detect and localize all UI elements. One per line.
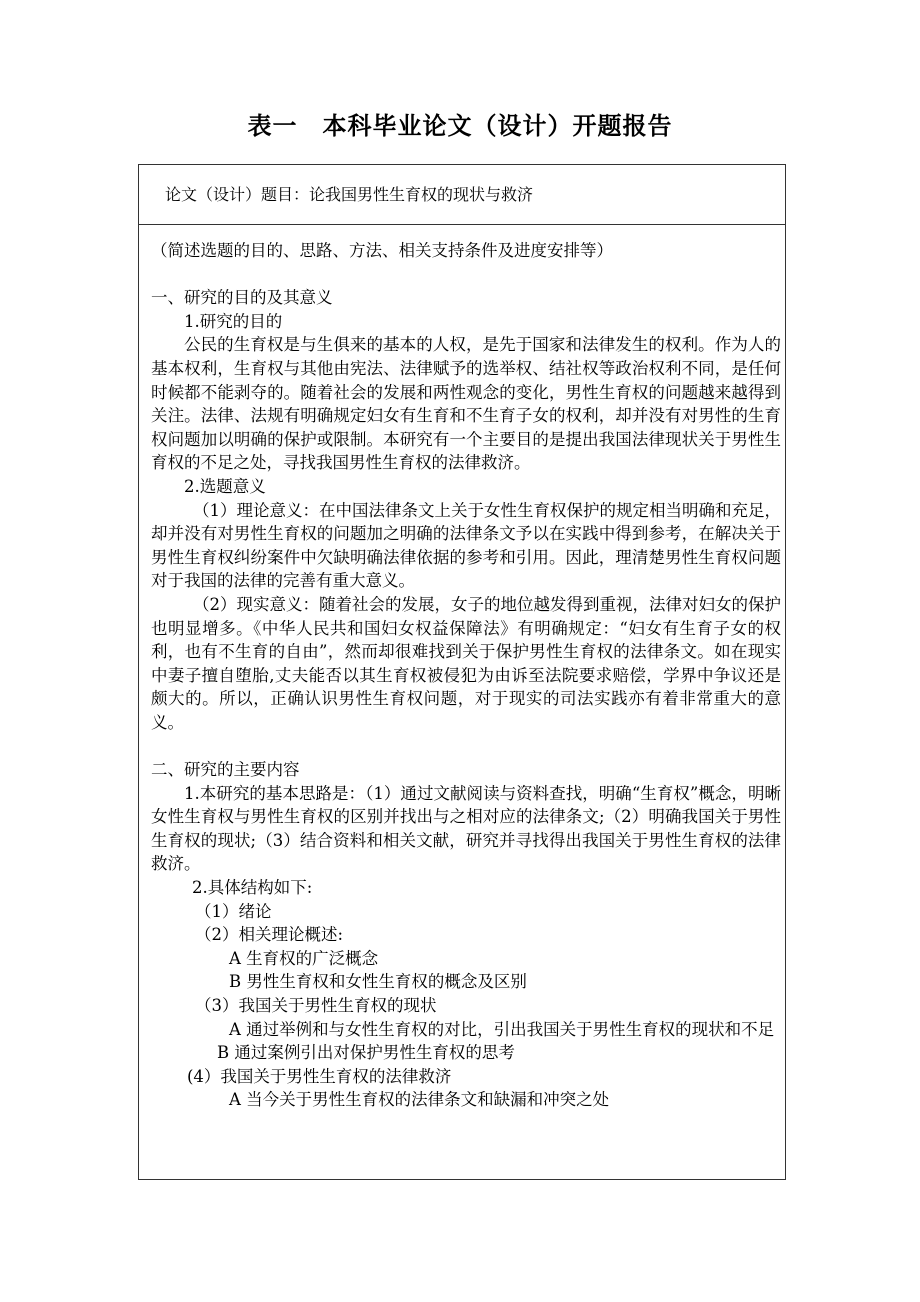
outline-item-4a: A 当今关于男性生育权的法律条文和缺漏和冲突之处 xyxy=(229,1090,610,1110)
approach-paragraph: 1.本研究的基本思路是：（1）通过文献阅读与资料查找，明确“生育权”概念，明晰女性生育权与男性生育权的区别并找出与之相对应的法律条文;（2）明确我国关于男性生育权的现状;（3）结合资料和相关文献，研究并寻找得出我国关于男性生育权的法律救济。 xyxy=(151,783,781,874)
purpose-paragraph: 公民的生育权是与生俱来的基本的人权，是先于国家和法律发生的权利。作为人的基本权利，生育权与其他由宪法、法律赋予的选举权、结社权等政治权利不同，是任何时候都不能剥夺的。随着社会的发展和两性观念的变化，男性生育权的问题越来越得到关注。法律、法规有明确规定妇女有生育和不生育子女的权利，却并没有对男性的生育权问题加以明确的保护或限制。本研究有一个主要目的是提出我国法律现状关于男性生育权的不足之处，寻找我国男性生育权的法律救济。 xyxy=(151,335,781,473)
section2-heading: 二、研究的主要内容 xyxy=(151,760,300,780)
thesis-title: 论文（设计）题目：论我国男性生育权的现状与救济 xyxy=(165,185,534,204)
outline-item-3: （3）我国关于男性生育权的现状 xyxy=(195,996,437,1015)
outline-item-4: (4）我国关于男性生育权的法律救济 xyxy=(187,1066,452,1086)
instruction-text: （简述选题的目的、思路、方法、相关支持条件及进度安排等） xyxy=(151,241,613,260)
significance-heading: 2.选题意义 xyxy=(184,476,266,496)
outline-item-2: （2）相关理论概述: xyxy=(195,925,344,945)
thesis-title-row xyxy=(139,165,785,225)
page-title: 表一 本科毕业论文（设计）开题报告 xyxy=(247,111,673,140)
report-content xyxy=(139,225,785,1112)
outline-item-1: （1）绪论 xyxy=(195,901,272,921)
outline-item-3b: B 通过案例引出对保护男性生育权的思考 xyxy=(217,1043,515,1063)
report-table xyxy=(138,164,786,1180)
outline-item-2a: A 生育权的广泛概念 xyxy=(229,948,379,968)
structure-heading: 2.具体结构如下: xyxy=(192,878,313,898)
purpose-heading: 1.研究的目的 xyxy=(184,311,283,331)
outline-item-2b: B 男性生育权和女性生育权的概念及区别 xyxy=(229,972,527,992)
outline-item-3a: A 通过举例和与女性生育权的对比，引出我国关于男性生育权的现状和不足 xyxy=(229,1019,775,1039)
practice-paragraph: （2）现实意义：随着社会的发展，女子的地位越发得到重视，法律对妇女的保护也明显增多。《中华人民共和国妇女权益保障法》有明确规定：“妇女有生育子女的权利，也有不生育的自由”，然而却很难找到关于保护男性生育权的法律条文。如在现实中妻子擅自堕胎,丈夫能否以其生育权被侵犯为由诉至法院要求赔偿，学界中争议还是颇大的。所以，正确认识男性生育权问题，对于现实的司法实践亦有着非常重大的意义。 xyxy=(151,594,781,732)
section1-heading: 一、研究的目的及其意义 xyxy=(151,288,333,308)
theory-paragraph: （1）理论意义：在中国法律条文上关于女性生育权保护的规定相当明确和充足，却并没有对男性生育权的问题加之明确的法律条文予以在实践中得到参考，在解决关于男性生育权纠纷案件中欠缺明确法律依据的参考和引用。因此，理清楚男性生育权问题对于我国的法律的完善有重大意义。 xyxy=(151,500,781,591)
